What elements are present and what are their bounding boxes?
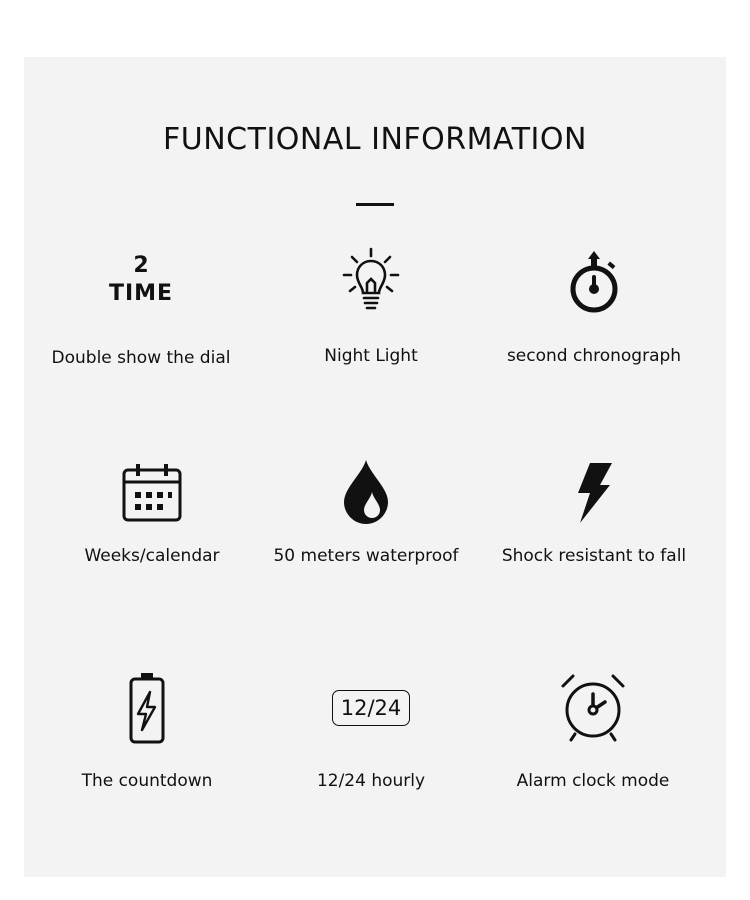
12-24-badge-text: 12/24 xyxy=(332,690,411,726)
feature-label: Weeks/calendar xyxy=(84,546,220,566)
feature-night-light xyxy=(246,240,496,400)
feature-label: Shock resistant to fall xyxy=(501,546,687,566)
dual-time-icon xyxy=(96,240,186,320)
title-divider xyxy=(356,203,394,206)
lightning-bolt-icon xyxy=(549,452,639,532)
dual-time-number: 2 xyxy=(133,253,149,278)
calendar-icon xyxy=(107,452,197,532)
feature-shock-resistant xyxy=(469,452,719,612)
alarm-clock-icon xyxy=(548,668,638,748)
lightbulb-icon xyxy=(326,240,416,320)
feature-countdown xyxy=(22,668,272,828)
feature-waterproof xyxy=(241,452,491,612)
feature-label: Double show the dial xyxy=(51,348,231,368)
feature-label: The countdown xyxy=(81,771,213,791)
page-title: FUNCTIONAL INFORMATION xyxy=(163,122,587,157)
feature-alarm-clock xyxy=(468,668,718,828)
feature-label: second chronograph xyxy=(506,346,682,366)
feature-label: Alarm clock mode xyxy=(516,771,670,791)
stopwatch-icon xyxy=(549,240,639,320)
feature-calendar xyxy=(27,452,277,612)
battery-charging-icon xyxy=(102,668,192,748)
12-24-badge-icon xyxy=(326,668,416,748)
feature-label: 12/24 hourly xyxy=(316,771,426,791)
water-drop-icon xyxy=(321,452,411,532)
feature-label: Night Light xyxy=(324,346,418,366)
feature-12-24-hour xyxy=(246,668,496,828)
feature-label: 50 meters waterproof xyxy=(273,546,459,566)
feature-chronograph xyxy=(469,240,719,400)
dual-time-word: TIME xyxy=(108,281,174,306)
feature-dual-time xyxy=(16,240,266,400)
